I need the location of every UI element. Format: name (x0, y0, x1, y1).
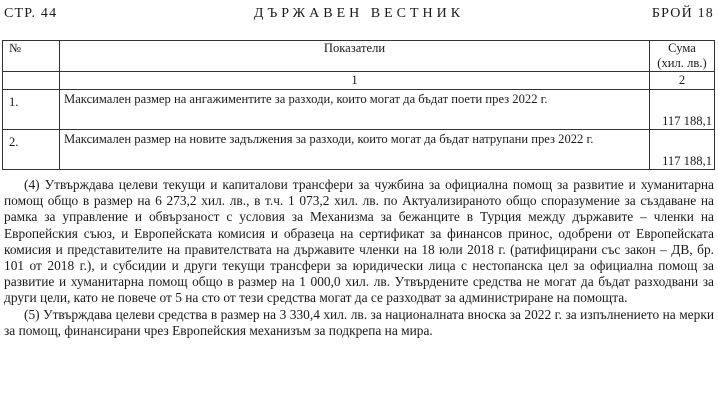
row-text: Максимален размер на ангажиментите за разходи, които могат да бъдат поети през 2022 г. (60, 90, 650, 130)
body-text (4, 177, 714, 339)
table-row (3, 90, 715, 130)
header-number: № (3, 41, 60, 72)
row-number: 2. (3, 130, 60, 170)
index-cell-sum: 2 (650, 72, 715, 90)
table-index-row (3, 72, 715, 90)
page-number: СТР. 44 (4, 6, 58, 21)
header-sum: Сума (хил. лв.) (650, 41, 715, 72)
paragraph-4: (4) Утвърждава целеви текущи и капиталови трансфери за чужбина за официална помощ за развитие и хуманитарна помощ общо в размер на 6 273,2 хил. лв., в т.ч. 1 073,2 хил. лв. по Актуализираното общо споразумение за създаване на рамка за управление и обвързаност с условия за Механизма за бежанците в Турция между държавите – членки на Европейския съюз, и Европейската комисия и образеца на сертификат за финансов принос, одобрени от Европейската комисия и представителите на правителствата на държавите членки на 18 юли 2018 г. (ратифицирани със закон – ДВ, бр. 101 от 2018 г.), и субсидии и други текущи трансфери за юридически лица с нестопанска цел за официална помощ за развитие и хуманитарна помощ общо в размер на 1 000,0 хил. лв. Утвърдените средства не могат да бъдат разходвани за други цели, като не повече от 5 на сто от тези средства могат да се разходват за администриране на помощта. (4, 177, 714, 306)
page-header (4, 6, 714, 26)
row-number: 1. (3, 90, 60, 130)
row-text: Максимален размер на новите задължения за разходи, които могат да бъдат натрупани през 2022 г. (60, 130, 650, 170)
row-sum: 117 188,1 (650, 90, 715, 130)
budget-table (2, 40, 715, 170)
row-sum: 117 188,1 (650, 130, 715, 170)
issue-number: БРОЙ 18 (651, 6, 714, 21)
paragraph-5: (5) Утвърждава целеви средства в размер на 3 330,4 хил. лв. за националната вноска за 2022 г. за изпълнението на мерки за помощ, финансирани чрез Европейския механизъм за подкрепа на мира. (4, 306, 714, 338)
journal-title: ДЪРЖАВЕН ВЕСТНИК (253, 6, 465, 21)
index-cell-indicators: 1 (60, 72, 650, 90)
header-indicators: Показатели (60, 41, 650, 72)
index-cell-empty (3, 72, 60, 90)
table-header-row (3, 41, 715, 72)
table-row (3, 130, 715, 170)
